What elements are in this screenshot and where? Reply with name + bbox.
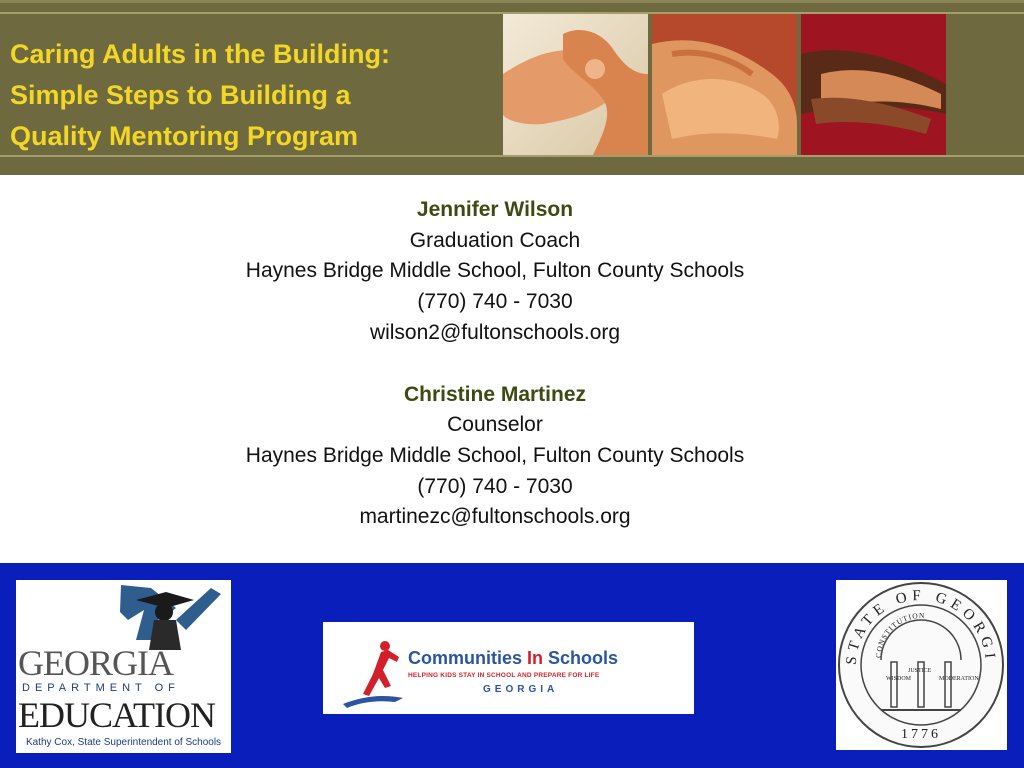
cis-tagline: HELPING KIDS STAY IN SCHOOL AND PREPARE FOR LIFE <box>408 672 600 679</box>
contact-role: Graduation Coach <box>409 228 581 252</box>
hands-photo-strip <box>503 14 946 155</box>
photo-joined-hands <box>652 14 797 155</box>
ga-doe-department: DEPARTMENT OF <box>22 682 180 694</box>
ga-doe-georgia: GEORGIA <box>18 643 173 683</box>
seal-icon <box>836 580 1007 750</box>
contact-block-2 <box>0 380 990 534</box>
contact-email: martinezc@fultonschools.org <box>359 505 631 529</box>
contact-org: Haynes Bridge Middle School, Fulton County Schools <box>245 259 745 283</box>
contact-phone: (770) 740 - 7030 <box>417 290 573 314</box>
seal-year: 1776 <box>901 727 941 742</box>
cis-name-in: In <box>527 648 544 668</box>
contact-email: wilson2@fultonschools.org <box>369 320 621 344</box>
seal-word-1: WISDOM <box>886 676 911 682</box>
running-figure-icon <box>333 622 413 714</box>
banner-top-line <box>0 0 1024 3</box>
graduate-figure-icon <box>16 580 231 650</box>
title-line-1: Caring Adults in the Building: <box>10 39 390 69</box>
ga-doe-caption: Kathy Cox, State Superintendent of Schools <box>25 737 222 748</box>
photo-stacked-hands <box>801 14 946 155</box>
cis-name-part-3: Schools <box>543 648 619 668</box>
contact-phone: (770) 740 - 7030 <box>417 474 573 498</box>
contact-block-1 <box>0 195 990 349</box>
state-of-georgia-seal <box>836 580 1007 750</box>
contact-name: Jennifer Wilson <box>416 198 574 221</box>
contact-role: Counselor <box>447 413 543 437</box>
contact-name: Christine Martinez <box>403 382 587 406</box>
georgia-doe-logo <box>16 580 231 753</box>
seal-arch-text: CONSTITUTION <box>873 610 926 659</box>
contact-list <box>0 195 990 533</box>
ga-doe-education: EDUCATION <box>18 695 215 735</box>
contact-org: Haynes Bridge Middle School, Fulton County Schools <box>245 443 745 467</box>
title-banner <box>0 0 1024 175</box>
photo-child-hand <box>503 14 648 155</box>
cis-name-part-1: Communities <box>408 648 528 668</box>
cis-name <box>408 648 618 669</box>
title-line-3: Quality Mentoring Program <box>10 121 359 151</box>
seal-word-3: MODERATION <box>939 676 979 682</box>
seal-word-2: JUSTICE <box>908 668 932 674</box>
title-line-2: Simple Steps to Building a <box>10 80 351 110</box>
seal-ring-text: STATE OF GEORGI <box>843 587 999 666</box>
cis-state: GEORGIA <box>483 684 559 695</box>
contact-spacer <box>0 349 990 380</box>
slide-title <box>10 34 390 157</box>
communities-in-schools-logo <box>323 622 694 714</box>
